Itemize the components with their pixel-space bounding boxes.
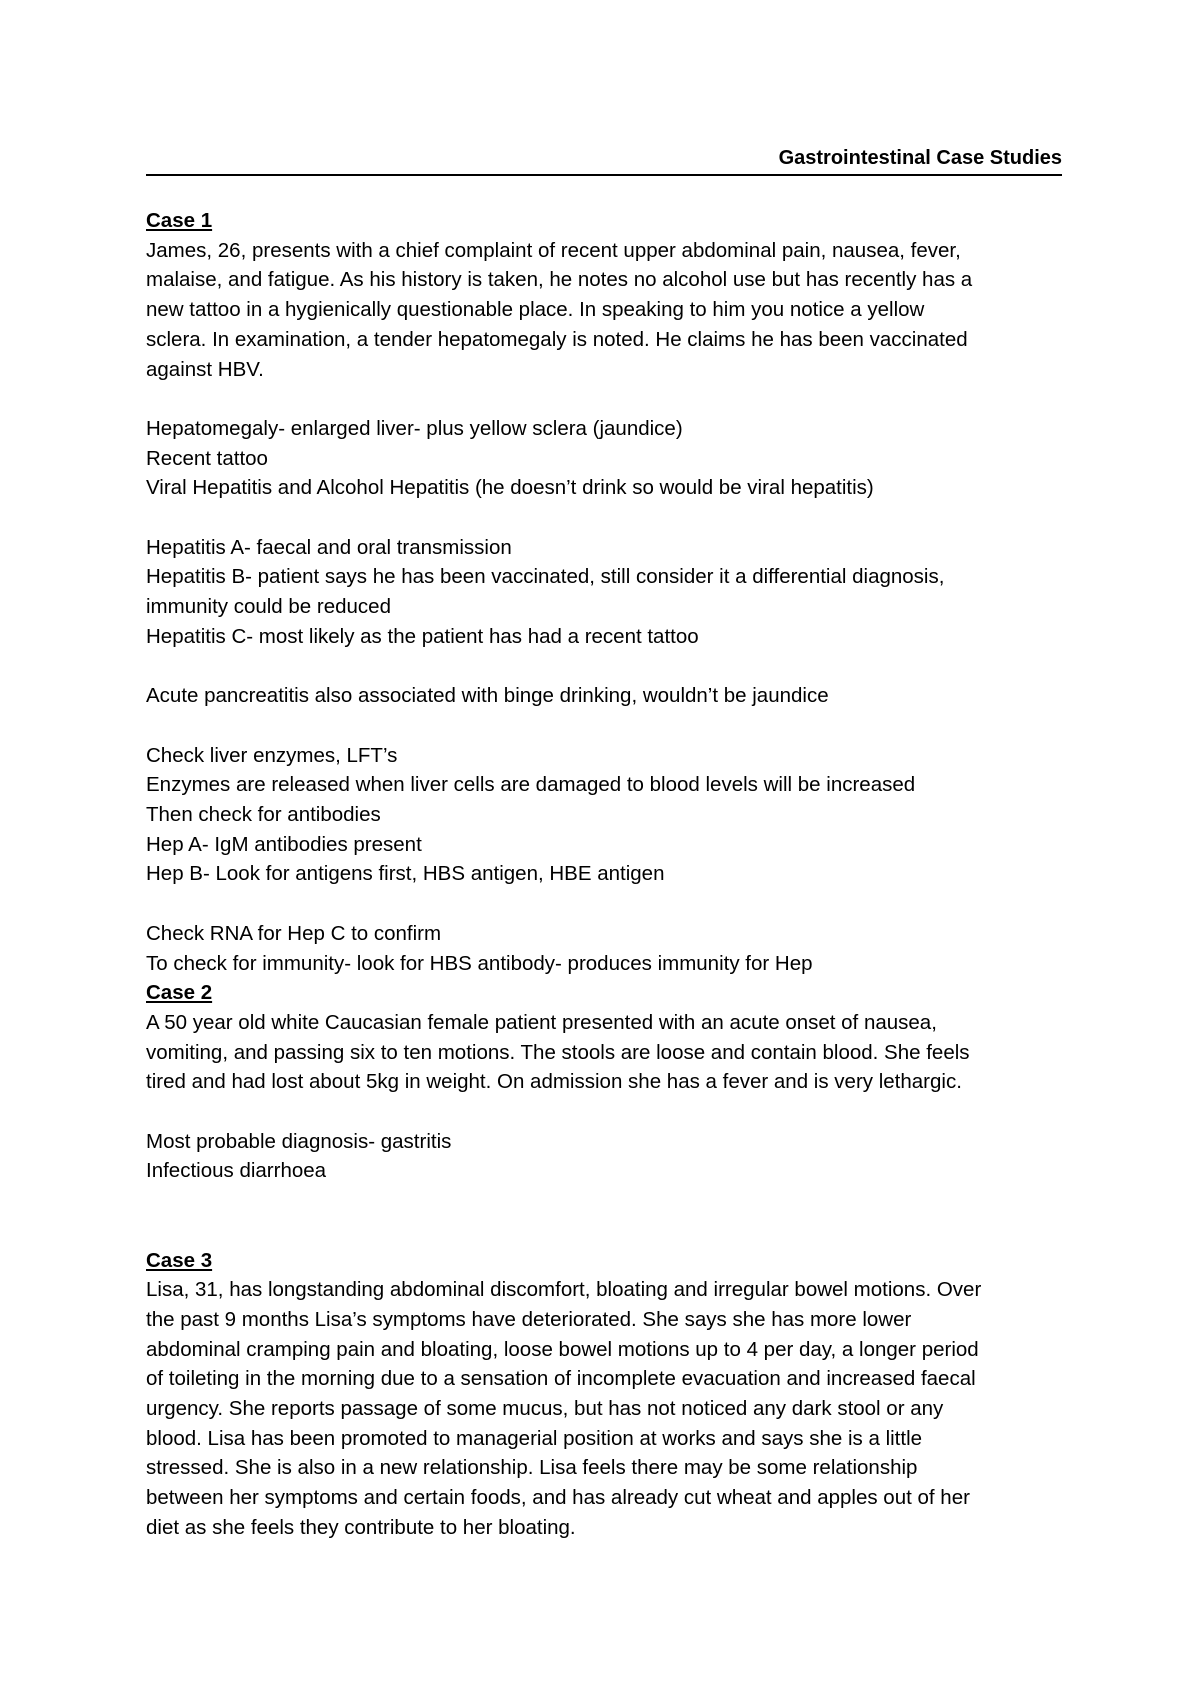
paragraph-spacer (146, 889, 1062, 919)
case-1-tests-notes (146, 741, 1062, 890)
paragraph-spacer (146, 1097, 1062, 1127)
case-3-presentation-line: stressed. She is also in a new relationship. Lisa feels there may be some relationship (146, 1456, 918, 1480)
case-2-presentation (146, 1008, 1062, 1097)
case-2-note-line: Infectious diarrhoea (146, 1159, 327, 1183)
case-3-presentation-line: between her symptoms and certain foods, and has already cut wheat and apples out of her (146, 1486, 970, 1510)
case-1-note-line: To check for immunity- look for HBS antibody- produces immunity for Hep (146, 951, 813, 975)
case-1-presentation-line: sclera. In examination, a tender hepatomegaly is noted. He claims he has been vaccinated (146, 327, 968, 351)
case-3-heading: Case 3 (146, 1248, 213, 1272)
case-3-presentation-line: abdominal cramping pain and bloating, loose bowel motions up to 4 per day, a longer period (146, 1337, 979, 1361)
paragraph-spacer (146, 384, 1062, 414)
case-1-note-line: Hepatitis C- most likely as the patient has had a recent tattoo (146, 624, 699, 648)
case-1-note-line: Enzymes are released when liver cells are damaged to blood levels will be increased (146, 773, 916, 797)
case-1-note-line: Check liver enzymes, LFT’s (146, 743, 398, 767)
case-3-presentation-line: of toileting in the morning due to a sensation of incomplete evacuation and increased faecal (146, 1367, 976, 1391)
case-2-heading: Case 2 (146, 981, 213, 1005)
case-1-note-line: Acute pancreatitis also associated with binge drinking, wouldn’t be jaundice (146, 684, 829, 708)
case-3-presentation-line: blood. Lisa has been promoted to managerial position at works and says she is a little (146, 1426, 923, 1450)
case-1-note-line: Hep A- IgM antibodies present (146, 832, 422, 856)
case-1-presentation-line: James, 26, presents with a chief complaint of recent upper abdominal pain, nausea, fever, (146, 238, 961, 262)
case-3-presentation-line: diet as she feels they contribute to her bloating. (146, 1515, 576, 1539)
case-1-note-line: immunity could be reduced (146, 595, 391, 619)
case-3-presentation-line: Lisa, 31, has longstanding abdominal discomfort, bloating and irregular bowel motions. Over (146, 1278, 982, 1302)
case-1-note-line: Check RNA for Hep C to confirm (146, 921, 442, 945)
case-1-note-line: Recent tattoo (146, 446, 268, 470)
case-1-note-line: Hep B- Look for antigens first, HBS antigen, HBE antigen (146, 862, 665, 886)
case-1-hepatitis-notes (146, 533, 1062, 652)
case-2-presentation-line: vomiting, and passing six to ten motions. The stools are loose and contain blood. She feels (146, 1040, 970, 1064)
document-page (146, 146, 1062, 1543)
case-1-presentation (146, 236, 1062, 385)
paragraph-spacer (146, 711, 1062, 741)
document-header-title: Gastrointestinal Case Studies (778, 147, 1062, 169)
case-3-presentation-line: urgency. She reports passage of some mucus, but has not noticed any dark stool or any (146, 1397, 944, 1421)
case-1-confirm-notes (146, 919, 1062, 978)
case-3-presentation (146, 1275, 1062, 1542)
case-1-presentation-line: malaise, and fatigue. As his history is taken, he notes no alcohol use but has recently has a (146, 268, 973, 292)
case-1-section (146, 206, 1062, 978)
case-1-note-line: Hepatitis B- patient says he has been vaccinated, still consider it a differential diagnosis, (146, 565, 945, 589)
case-1-note-line: Then check for antibodies (146, 803, 381, 826)
document-body (146, 206, 1062, 1543)
case-1-pancreatitis-note (146, 681, 1062, 711)
paragraph-spacer (146, 652, 1062, 682)
case-1-presentation-line: against HBV. (146, 357, 264, 381)
case-1-presentation-line: new tattoo in a hygienically questionable place. In speaking to him you notice a yellow (146, 298, 925, 322)
case-1-findings-notes (146, 414, 1062, 503)
case-2-presentation-line: A 50 year old white Caucasian female patient presented with an acute onset of nausea, (146, 1010, 937, 1034)
case-3-presentation-line: the past 9 months Lisa’s symptoms have deteriorated. She says she has more lower (146, 1307, 912, 1331)
case-2-notes (146, 1127, 1062, 1186)
case-2-note-line: Most probable diagnosis- gastritis (146, 1129, 452, 1153)
case-2-presentation-line: tired and had lost about 5kg in weight. On admission she has a fever and is very lethargic. (146, 1070, 962, 1094)
case-1-note-line: Viral Hepatitis and Alcohol Hepatitis (he doesn’t drink so would be viral hepatitis) (146, 476, 874, 500)
paragraph-spacer (146, 1186, 1062, 1245)
case-2-section (146, 978, 1062, 1245)
case-1-note-line: Hepatomegaly- enlarged liver- plus yellow sclera (jaundice) (146, 416, 683, 440)
paragraph-spacer (146, 503, 1062, 533)
case-1-note-line: Hepatitis A- faecal and oral transmission (146, 535, 512, 559)
case-1-heading: Case 1 (146, 209, 213, 232)
case-3-section (146, 1246, 1062, 1543)
header-divider (146, 174, 1062, 176)
